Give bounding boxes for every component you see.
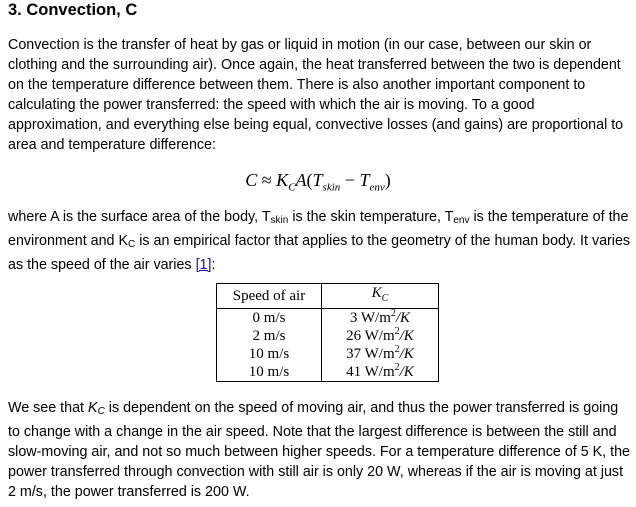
speed-cell: 0 m/s bbox=[217, 309, 322, 328]
definitions-text-3: is the temperature of the environment and bbox=[8, 209, 629, 249]
header-kc: $K_C$ bbox=[322, 284, 439, 309]
definitions-text-2: is the skin temperature, bbox=[288, 209, 445, 225]
formula-t-skin: T bbox=[312, 170, 323, 190]
kc-symbol: $K_C$ bbox=[118, 233, 136, 250]
convection-formula: $C \approx K_CA(T_{skin} - T_{env})$ bbox=[245, 170, 391, 194]
conclusion-paragraph bbox=[8, 398, 632, 502]
header-speed: Speed of air bbox=[217, 284, 322, 309]
formula-a: A bbox=[295, 170, 307, 190]
conclusion-text-2: is dependent on the speed of moving air, and thus the power transferred is going to change with a change in the air speed. Note that the largest difference is between the still and slow-moving air, and not so much between higher speeds. For a temperature difference of 5 K, the power transferred through convection with still air is only 20 W, whereas if the air is moving at just 2 m/s, the power transferred is 200 W. bbox=[8, 400, 630, 500]
kc-cell: 37 $W/m^2/K$ bbox=[346, 344, 414, 362]
kc-cell: 26 $W/m^2/K$ bbox=[346, 326, 414, 344]
table-header-row bbox=[217, 284, 439, 309]
speed-cell: 2 m/s bbox=[217, 327, 322, 345]
t-skin-symbol: $T_{skin}$ bbox=[261, 209, 289, 226]
kc-symbol: $K_C$ bbox=[88, 400, 105, 417]
kc-cell: 41 $W/m^2/K$ bbox=[346, 362, 414, 380]
formula-env-sub: env bbox=[369, 181, 385, 194]
formula-lhs: C bbox=[245, 170, 258, 190]
speed-cell: 10 m/s bbox=[217, 363, 322, 382]
kc-table bbox=[216, 283, 439, 382]
conclusion-text-1: We see that bbox=[8, 400, 89, 416]
kc-cell: 3 $W/m^2/K$ bbox=[349, 308, 411, 326]
table-row bbox=[217, 327, 439, 345]
section-heading: 3. Convection, C bbox=[8, 1, 138, 19]
formula-k-sub: C bbox=[288, 181, 296, 194]
definitions-paragraph bbox=[8, 207, 632, 275]
formula-approx: ≈ bbox=[261, 170, 272, 190]
formula-k: K bbox=[276, 170, 289, 190]
table-row bbox=[217, 309, 439, 328]
formula-skin-sub: skin bbox=[322, 181, 341, 194]
t-env-symbol: $T_{env}$ bbox=[444, 209, 470, 226]
table-row bbox=[217, 363, 439, 382]
intro-paragraph: Convection is the transfer of heat by gas or liquid in motion (in our case, between our skin or clothing and the surrounding air). Once again, the heat transferred between the two is dependent on the temperature difference between them. There is also another important component to calculating the power transferred: the speed with which the air is moving. To a good approximation, and everything else being equal, convective losses (and gains) are proportional to area and temperature difference: bbox=[8, 37, 624, 153]
definitions-text-1: where A is the surface area of the body, bbox=[8, 209, 262, 225]
reference-link[interactable]: [1] bbox=[195, 257, 212, 273]
formula-minus: − bbox=[344, 170, 355, 190]
speed-cell: 10 m/s bbox=[217, 345, 322, 363]
formula-t-env: T bbox=[359, 170, 370, 190]
definitions-text-5: : bbox=[211, 257, 216, 273]
definitions-text-4: is an empirical factor that applies to the geometry of the human body. It varies as the speed of the air varies bbox=[8, 233, 631, 273]
table-row bbox=[217, 345, 439, 363]
